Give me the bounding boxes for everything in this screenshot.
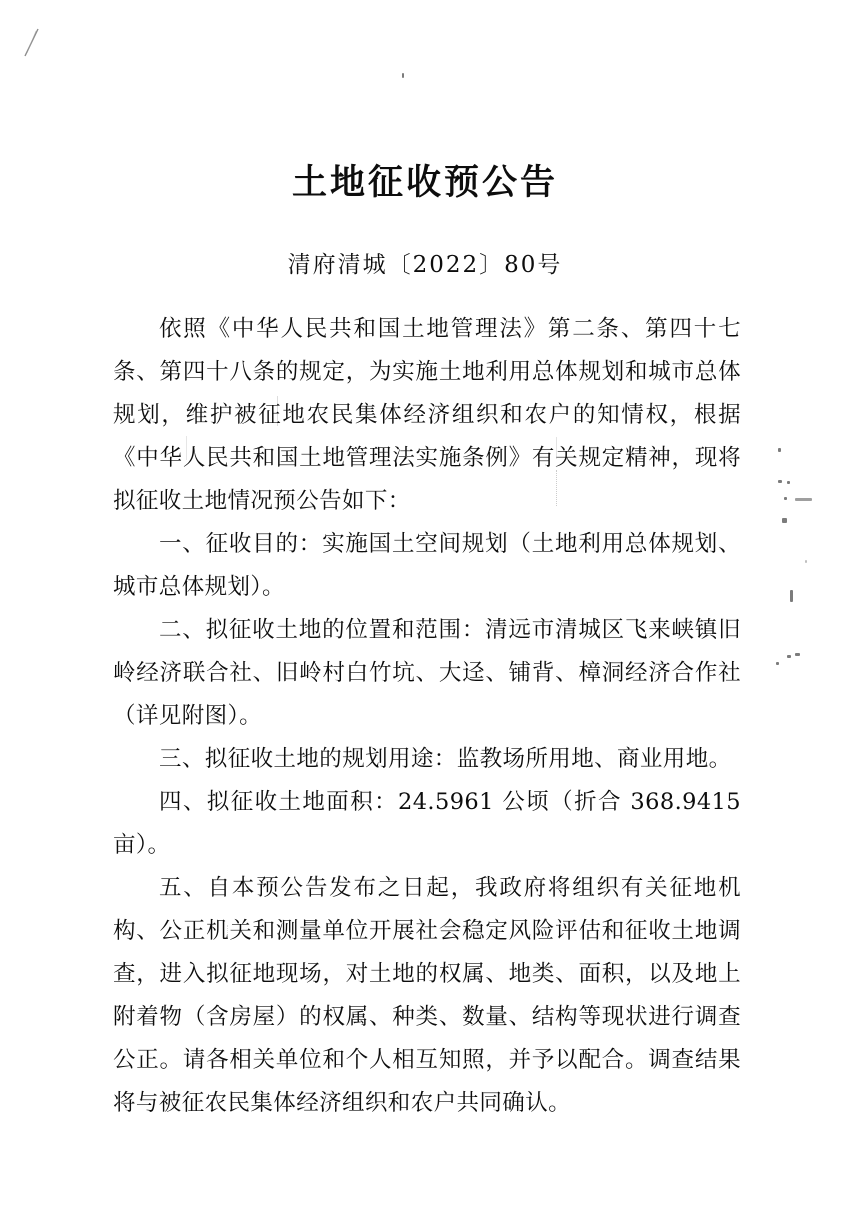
item-paragraph-3: 三、拟征收土地的规划用途：监教场所用地、商业用地。 (159, 746, 732, 772)
scan-speck (795, 653, 800, 656)
scan-speck (787, 655, 791, 658)
item-paragraph-5: 五、自本预公告发布之日起，我政府将组织有关征地机构、公正机关和测量单位开展社会稳定风险评估和征收土地调查，进入拟征地现场，对土地的权属、地类、面积，以及地上附着物（含房屋）的权属、种类、数量、结构等现状进行调查公正。请各相关单位和个人相互知照，并予以配合。调查结果将与被征农民集体经济组织和农户共同确认。 (113, 875, 741, 1116)
item-paragraph-2: 二、拟征收土地的位置和范围：清远市清城区飞来峡镇旧岭经济联合社、旧岭村白竹坑、大迳、铺背、樟洞经济合作社（详见附图）。 (113, 617, 741, 729)
scan-speck (790, 590, 793, 602)
scan-speck (805, 560, 807, 563)
item-paragraph-4: 四、拟征收土地面积：24.5961 公顷（折合 368.9415 亩）。 (113, 789, 741, 858)
item-paragraph-1: 一、征收目的：实施国土空间规划（土地利用总体规划、城市总体规划）。 (113, 531, 741, 600)
scan-speck (787, 481, 790, 484)
scan-speck (784, 497, 787, 500)
preamble-paragraph: 依照《中华人民共和国土地管理法》第二条、第四十七条、第四十八条的规定，为实施土地利用总体规划和城市总体规划，维护被征地农民集体经济组织和农户的知情权，根据《中华人民共和国土地管理法实施条例》有关规定精神，现将拟征收土地情况预公告如下： (113, 316, 741, 514)
scan-speck (778, 448, 781, 452)
scan-speck (778, 480, 782, 483)
scan-speck (782, 518, 787, 523)
pen-mark-artifact (18, 26, 44, 60)
scan-speck (795, 498, 812, 501)
document-number: 清府清城〔2022〕80号 (287, 252, 563, 278)
document-body (113, 308, 741, 1125)
scan-speck (776, 662, 779, 665)
scan-speck (402, 73, 404, 78)
page-title: 土地征收预公告 (291, 162, 558, 203)
